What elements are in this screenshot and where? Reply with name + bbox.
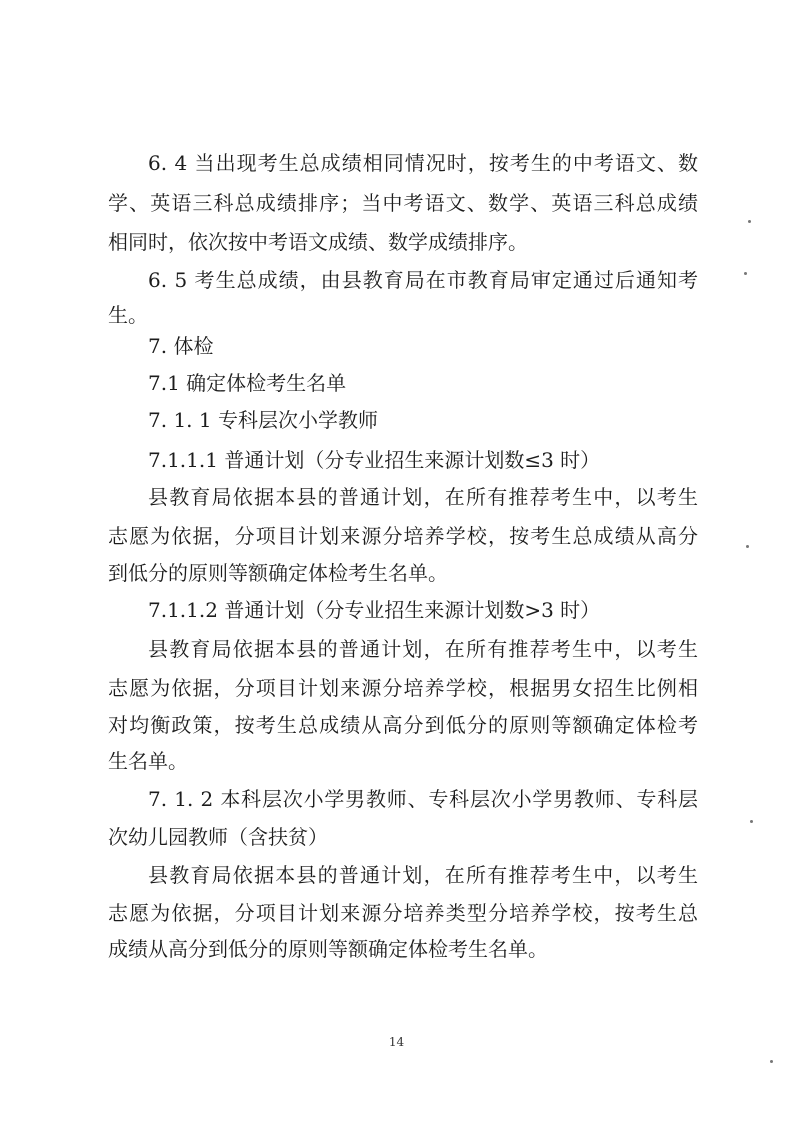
heading-7-1-2-line-2: 次幼儿园教师（含扶贫） [108,825,328,849]
scan-speck [744,272,747,275]
paragraph-7-1-1-2-line-4: 生名单。 [108,749,188,773]
paragraph-7-1-1-1-line-1: 县教育局依据本县的普通计划，在所有推荐考生中，以考生 [148,485,698,509]
page-number: 14 [388,1035,405,1049]
paragraph-6-5-line-1: 6. 5 考生总成绩，由县教育局在市教育局审定通过后通知考 [148,268,698,292]
paragraph-6-4-line-3: 相同时，依次按中考语文成绩、数学成绩排序。 [108,230,528,254]
paragraph-7-1-1-2-line-1: 县教育局依据本县的普通计划，在所有推荐考生中，以考生 [148,637,698,661]
paragraph-7-1-1-1-line-2: 志愿为依据，分项目计划来源分培养学校，按考生总成绩从高分 [108,524,698,548]
paragraph-6-5-line-2: 生。 [108,303,148,327]
scan-speck [748,220,751,223]
paragraph-6-4-line-1: 6. 4 当出现考生总成绩相同情况时，按考生的中考语文、数 [148,151,698,175]
heading-7-1: 7.1 确定体检考生名单 [148,371,347,395]
paragraph-7-1-1-2-line-3: 对均衡政策，按考生总成绩从高分到低分的原则等额确定体检考 [108,713,698,737]
paragraph-7-1-1-2-line-2: 志愿为依据，分项目计划来源分培养学校，根据男女招生比例相 [108,676,698,700]
paragraph-7-1-2-line-3: 成绩从高分到低分的原则等额确定体检考生名单。 [108,937,548,961]
heading-7-1-1: 7. 1. 1 专科层次小学教师 [148,408,378,432]
paragraph-6-4-line-2: 学、英语三科总成绩排序；当中考语文、数学、英语三科总成绩 [108,191,698,215]
heading-7-1-2-line-1: 7. 1. 2 本科层次小学男教师、专科层次小学男教师、专科层 [148,787,698,811]
scan-speck [770,1060,773,1063]
paragraph-7-1-1-1-line-3: 到低分的原则等额确定体检考生名单。 [108,561,448,585]
paragraph-7-1-2-line-2: 志愿为依据，分项目计划来源分培养类型分培养学校，按考生总 [108,901,698,925]
heading-7-1-1-2: 7.1.1.2 普通计划（分专业招生来源计划数>3 时） [148,598,601,622]
paragraph-7-1-2-line-1: 县教育局依据本县的普通计划，在所有推荐考生中，以考生 [148,863,698,887]
heading-7-1-1-1: 7.1.1.1 普通计划（分专业招生来源计划数≤3 时） [148,448,601,472]
scan-speck [746,545,749,548]
scan-speck [750,820,753,823]
heading-7: 7. 体检 [148,334,214,358]
